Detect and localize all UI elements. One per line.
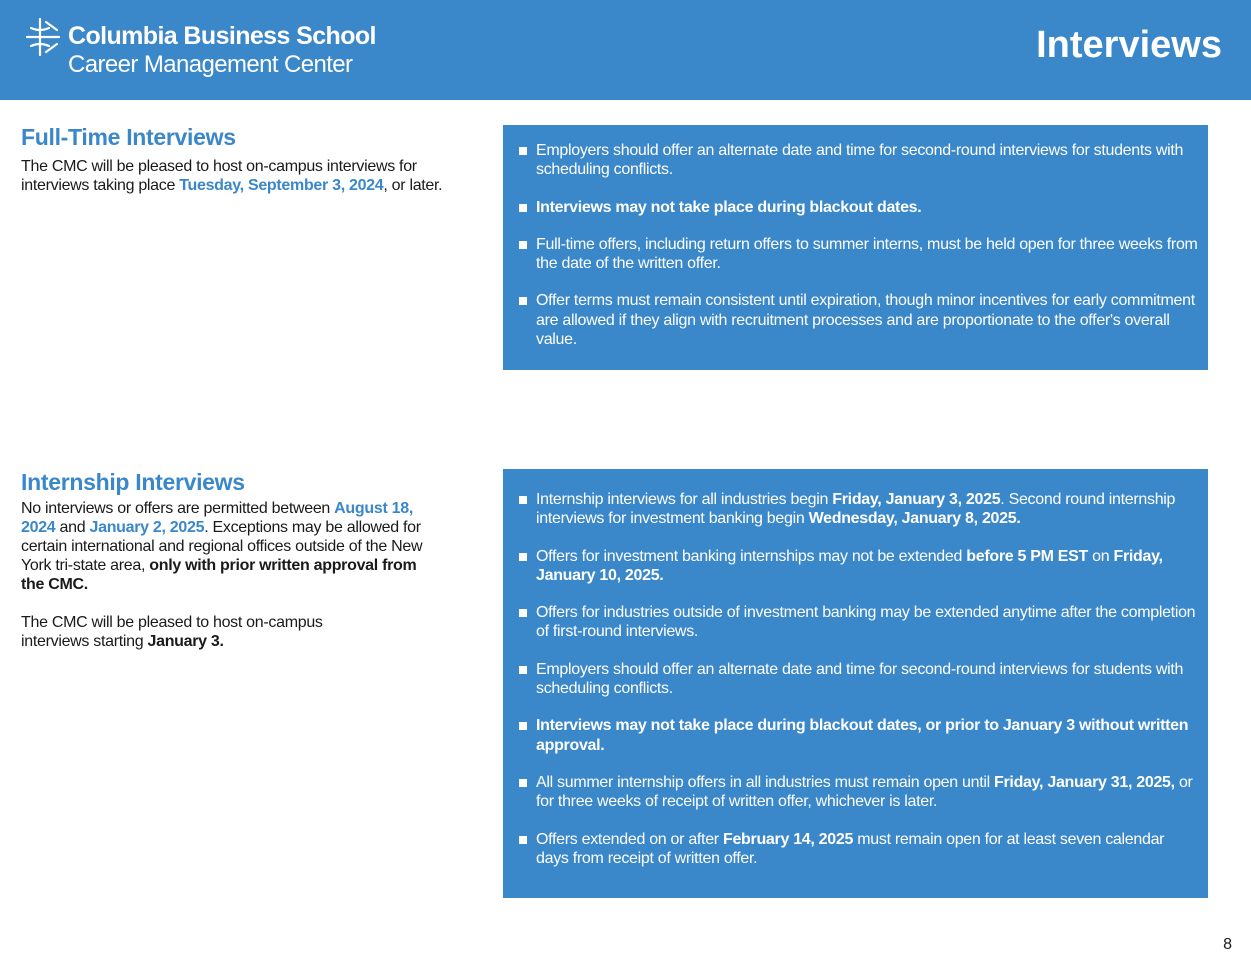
square-bullet-icon <box>519 496 527 504</box>
page-number: 8 <box>1223 936 1232 953</box>
internship-rule-6: All summer internship offers in all industries must remain open until Friday, January 31, 2025, or for three weeks of receipt of written offer, whichever is later. <box>503 773 1208 812</box>
page-header <box>0 0 1251 100</box>
fulltime-rule-3: Full-time offers, including return offers to summer interns, must be held open for three weeks from the date of the written offer. <box>503 235 1208 274</box>
fulltime-rule-1: Employers should offer an alternate date and time for second-round interviews for students with scheduling conflicts. <box>503 141 1208 180</box>
internship-rule-1: Internship interviews for all industries begin Friday, January 3, 2025. Second round internship interviews for investment banking begin Wednesday, January 8, 2025. <box>503 490 1208 529</box>
fulltime-start-date: Tuesday, September 3, 2024 <box>179 177 384 194</box>
page-title: Interviews <box>1036 24 1222 66</box>
square-bullet-icon <box>519 297 527 305</box>
internship-rule-4: Employers should offer an alternate date and time for second-round interviews for students with scheduling conflicts. <box>503 660 1208 699</box>
internship-rules-box <box>503 469 1208 898</box>
school-name: Columbia Business School <box>68 22 376 50</box>
internship-rule-3: Offers for industries outside of investment banking may be extended anytime after the completion of first-round interviews. <box>503 603 1208 642</box>
cmc-approval-note: only with prior written approval from the CMC. <box>21 557 417 593</box>
internship-rule-5: Interviews may not take place during blackout dates, or prior to January 3 without written approval. <box>503 716 1208 755</box>
fulltime-title: Full-Time Interviews <box>21 124 236 150</box>
square-bullet-icon <box>519 609 527 617</box>
internship-title: Internship Interviews <box>21 469 245 495</box>
department-name: Career Management Center <box>68 51 353 78</box>
fulltime-intro <box>21 157 476 195</box>
fulltime-intro-prefix: The CMC will be pleased to host on-campus interviews for interviews taking place <box>21 158 417 194</box>
fulltime-intro-suffix: , or later. <box>383 177 443 194</box>
square-bullet-icon <box>519 666 527 674</box>
internship-rule-7: Offers extended on or after February 14, 2025 must remain open for at least seven calendar days from receipt of written offer. <box>503 830 1208 869</box>
square-bullet-icon <box>519 147 527 155</box>
blackout-start-date: August 18, 2024 <box>21 500 413 536</box>
columbia-logo-icon <box>26 18 62 56</box>
square-bullet-icon <box>519 779 527 787</box>
internship-rule-2: Offers for investment banking internships may not be extended before 5 PM EST on Friday, January 10, 2025. <box>503 547 1208 586</box>
blackout-end-date: January 2, 2025 <box>89 519 205 536</box>
fulltime-rule-2: Interviews may not take place during blackout dates. <box>503 198 1208 217</box>
square-bullet-icon <box>519 553 527 561</box>
square-bullet-icon <box>519 241 527 249</box>
square-bullet-icon <box>519 722 527 730</box>
square-bullet-icon <box>519 836 527 844</box>
square-bullet-icon <box>519 204 527 212</box>
internship-intro: No interviews or offers are permitted between August 18, 2024 and January 2, 2025. Exceptions may be allowed for certain international and regional offices outside of the New York tri-state area, only with prior written approval from the CMC. The CMC will be pleased to host on-campus interviews starting January 3. <box>21 500 423 650</box>
fulltime-rules-box <box>503 125 1208 370</box>
fulltime-rule-4: Offer terms must remain consistent until expiration, though minor incentives for early commitment are allowed if they align with recruitment processes and are proportionate to the offer's overall value. <box>503 291 1208 349</box>
